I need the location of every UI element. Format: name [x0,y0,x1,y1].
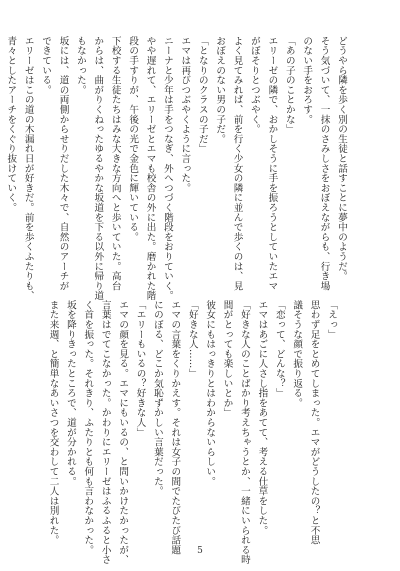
text-line: 「えっ」 [326,300,337,340]
page-number: 5 [197,546,203,556]
text-line: 言葉はでてこなかった。かわりにエリーゼはふるふると小さ [99,300,111,565]
text-line: 「あの子のことかな」 [283,36,295,134]
text-line: にのぼる、どこか気恥ずかしい言葉だった。 [151,300,163,496]
text-line: エマの顔を見る。エマにもいるの、と問いかけたかったが、 [117,300,129,565]
text-line: 下校する生徒たちはみな大きな方向へと歩いていた。高台 [109,36,121,291]
text-line: 間がとっても楽しいとか」 [221,300,233,418]
text-line: ニーナと少年は手をつなぎ、外へつづく階段をおりていく。 [161,36,173,301]
text-line: 「となりのクラスの子だ」 [196,36,208,154]
text-line: エリーゼはこの道の木漏れ日が好きだ。前を歩くふたりも、 [22,36,34,301]
text-line: エマは再びつぶやくように言った。 [179,36,191,193]
text-line: 「恋って、どんな？」 [273,300,285,398]
text-line: 彼女にもはっきりとはわからないらしい。 [204,300,216,487]
text-line: からは、曲がりくねったゆるやかな坂道を下る以外に帰り道 [92,36,104,301]
text-line: もなかった。 [74,36,86,95]
text-line: また来週、と簡単なあいさつを交わして二人は別れた。 [47,300,59,545]
text-line: 思わず足をとめてしまった。エマがどうしたの？と不思 [308,300,320,545]
text-line: エリーゼの隣で、おかしそうに手を振ろうとしていたエマ [266,36,278,291]
text-line: く首を振った。それきり、ふたりとも何も言わなかった。 [82,300,94,555]
text-line: 「好きな人……」 [186,300,198,379]
text-line: 「エリーもいるの？好きな人」 [134,300,146,438]
text-line: 坂を降りきったところで、道が分かれる。 [64,300,76,487]
text-block-lower [44,300,340,565]
text-line: よく見てみれば、前を行く少女の隣に並んで歩くのは、見 [231,36,243,291]
text-line: できている。 [40,36,52,95]
text-line: 議そうな顔で振り返る。 [291,300,303,408]
text-line: 「好きな人のことばかり考えちゃうとか、一緒にいられる時 [238,300,250,565]
text-line: エマの言葉をくりかえす。それは女子の間でたびたび話題 [169,300,181,555]
text-line: のない手をおろす。 [301,36,313,125]
text-line: おぼえのない男の子だ。 [214,36,226,144]
text-line: がぼそりとつぶやく。 [248,36,260,134]
text-line: 青々としたアーチをくぐり抜けていく。 [5,36,17,213]
text-line: やや遅れて、エリーゼとエマも校舎の外に出た。磨かれた階 [144,36,156,301]
text-line [0,36,2,271]
text-line: 段の手すりが、午後の光で金色に輝いている。 [127,36,139,242]
text-line: エマはあごに人さし指をあてて、考える仕草をした。 [256,300,268,536]
text-line: 坂には、道の両側からせりだした木々で、自然のアーチが [57,36,69,291]
text-line: どうやら隣を歩く別の生徒と話すことに夢中のようだ。 [336,36,347,281]
text-block-upper [0,36,350,301]
text-line: そう気づいて、一抹のさみしさをおぼえながらも、行き場 [318,36,330,291]
